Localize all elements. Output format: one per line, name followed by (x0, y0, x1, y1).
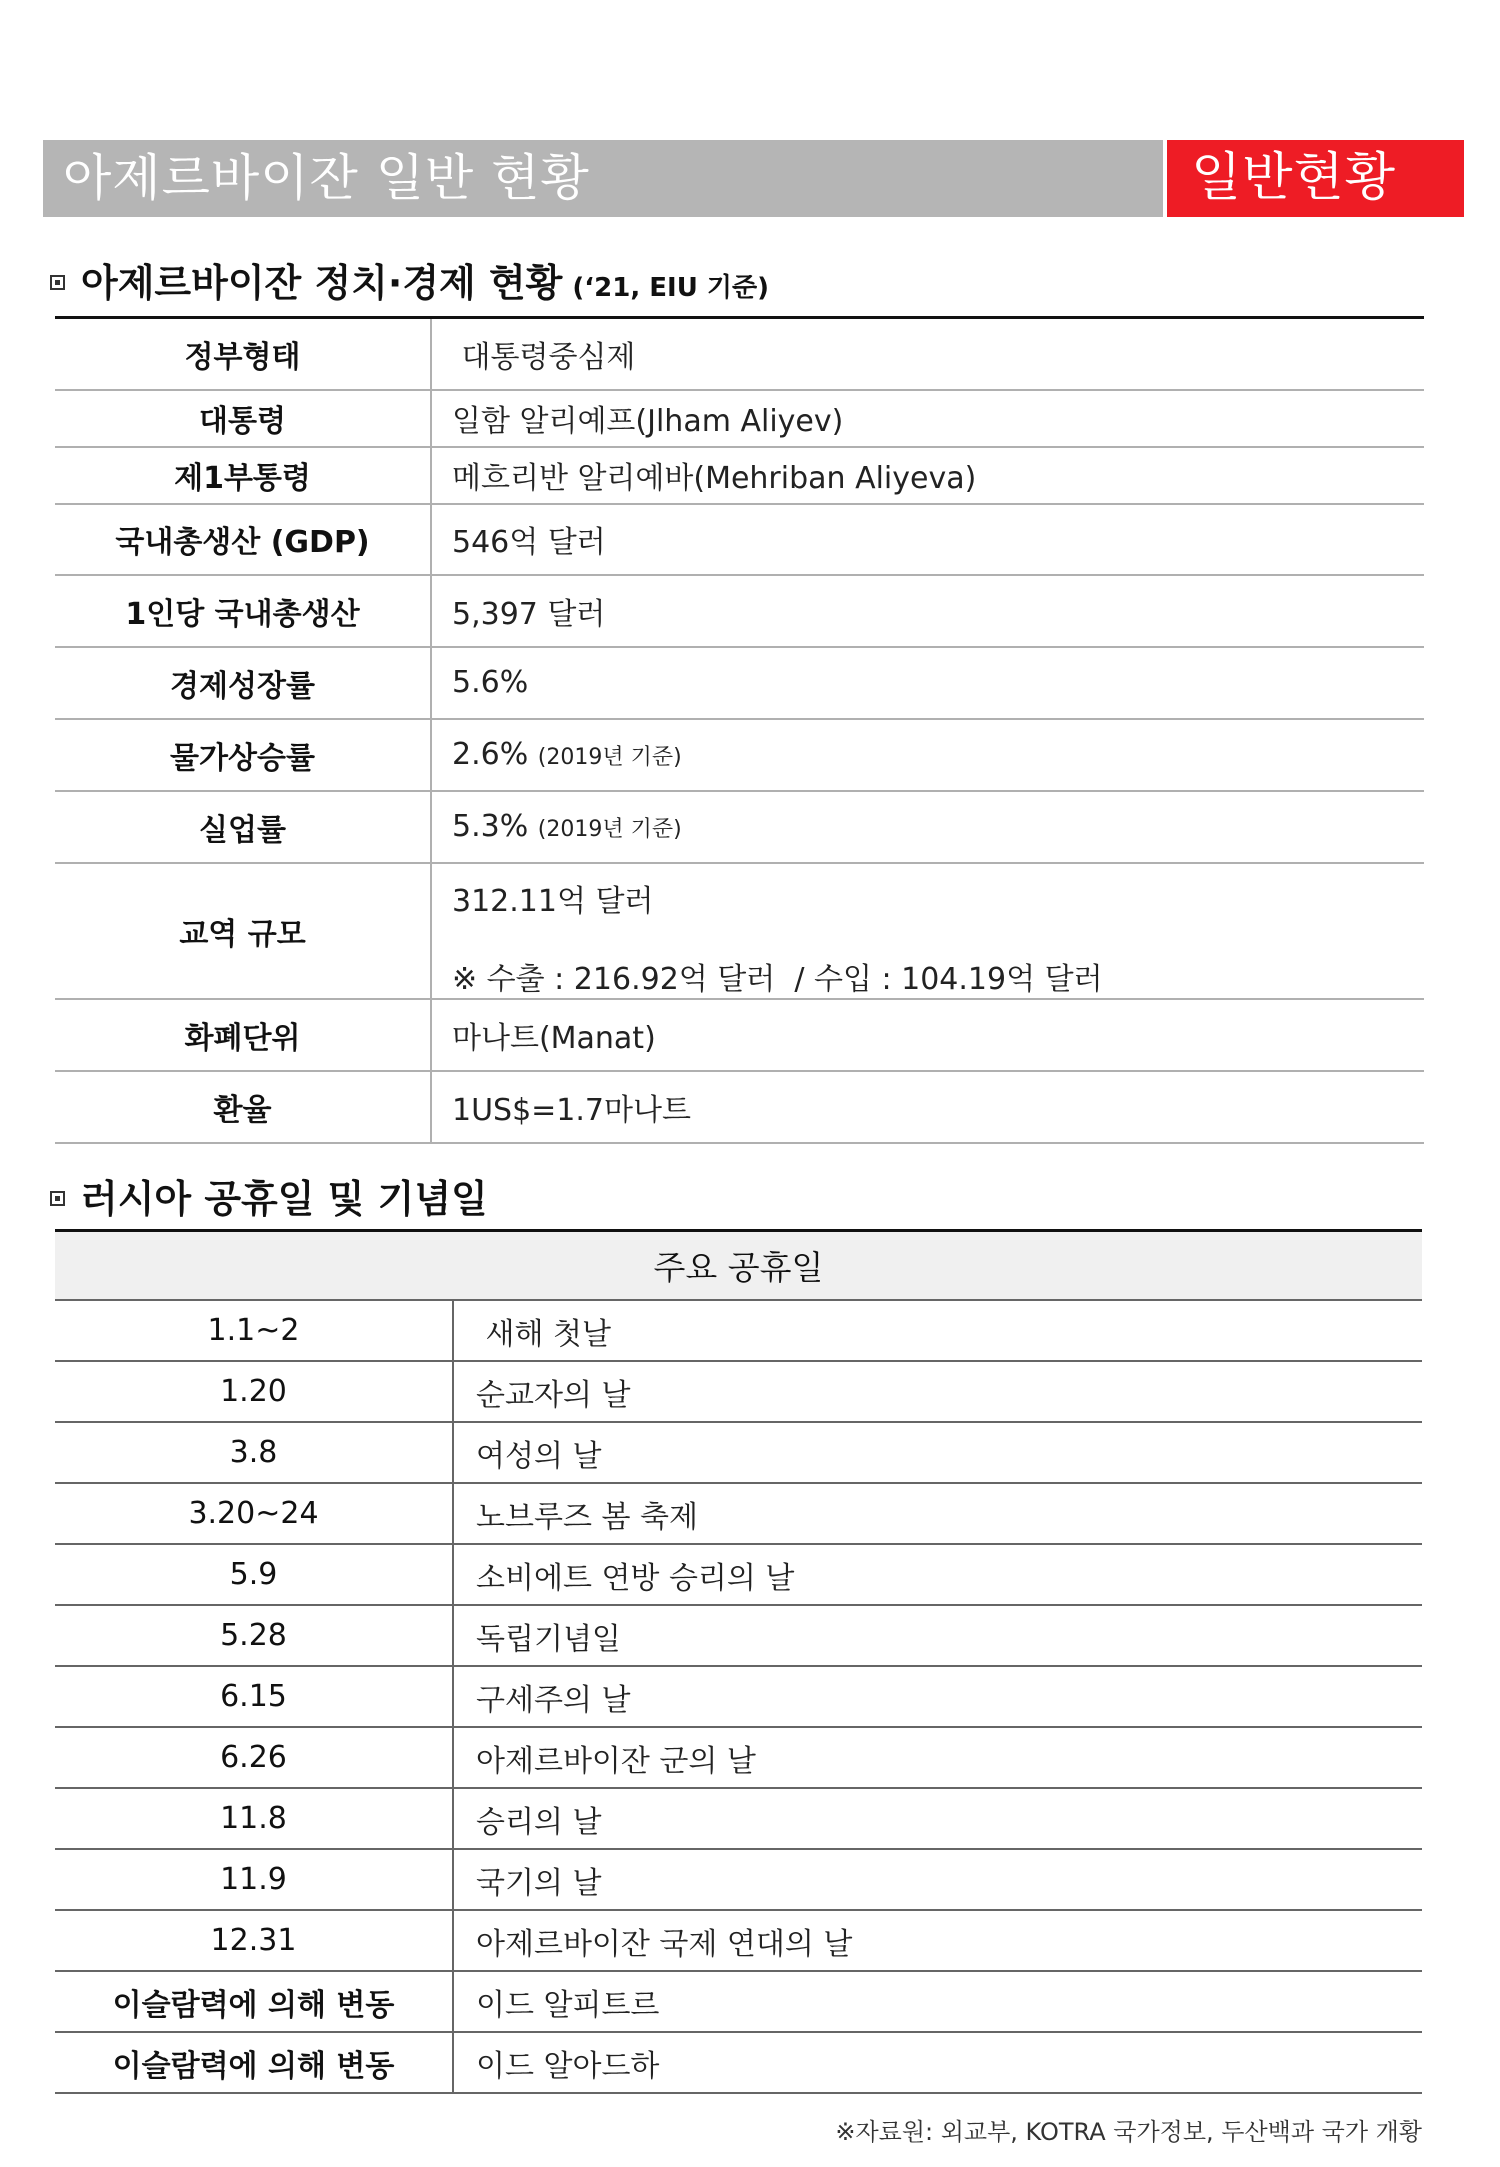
row-value (431, 863, 1424, 999)
row-value: 5.6% (431, 647, 1424, 719)
value-breakdown: ※ 수출 : 216.92억 달러 / 수입 : 104.19억 달러 (452, 961, 1103, 997)
holiday-date: 6.15 (55, 1666, 453, 1727)
table-row (55, 1605, 1422, 1666)
row-value: 마나트(Manat) (431, 999, 1424, 1071)
table-row (55, 719, 1424, 791)
row-label: 대통령 (55, 390, 431, 447)
row-label: 경제성장률 (55, 647, 431, 719)
table-row (55, 1727, 1422, 1788)
row-label: 실업률 (55, 791, 431, 863)
holiday-date: 11.8 (55, 1788, 453, 1849)
holiday-date: 12.31 (55, 1910, 453, 1971)
row-label: 교역 규모 (55, 863, 431, 999)
holiday-name: 여성의 날 (453, 1422, 1422, 1483)
holiday-name: 아제르바이잔 군의 날 (453, 1727, 1422, 1788)
holiday-date: 3.20~24 (55, 1483, 453, 1544)
value-note: (2019년 기준) (537, 817, 682, 842)
table-row (55, 999, 1424, 1071)
value-text: 2.6% (452, 737, 529, 772)
table-row (55, 1849, 1422, 1910)
table-row (55, 575, 1424, 647)
section-subtitle: (‘21, EIU 기준) (572, 273, 769, 303)
holiday-name: 이드 알피트르 (453, 1971, 1422, 2032)
table-row (55, 390, 1424, 447)
row-value: 대통령중심제 (431, 318, 1424, 390)
row-label: 정부형태 (55, 318, 431, 390)
row-value: 일함 알리예프(Jlham Aliyev) (431, 390, 1424, 447)
table-row (55, 791, 1424, 863)
holiday-name: 국기의 날 (453, 1849, 1422, 1910)
section-title-text: 러시아 공휴일 및 기념일 (81, 1177, 488, 1221)
section-title-politics-economy (50, 252, 769, 307)
table-header: 주요 공휴일 (55, 1231, 1422, 1301)
table-row (55, 1422, 1422, 1483)
table-row (55, 1971, 1422, 2032)
table-row (55, 1788, 1422, 1849)
row-value: 메흐리반 알리예바(Mehriban Aliyeva) (431, 447, 1424, 504)
table-row (55, 2032, 1422, 2093)
row-label: 국내총생산 (GDP) (55, 504, 431, 575)
table-row (55, 447, 1424, 504)
value-note: (2019년 기준) (537, 745, 682, 770)
holiday-date: 1.20 (55, 1361, 453, 1422)
holiday-name: 독립기념일 (453, 1605, 1422, 1666)
holiday-name: 순교자의 날 (453, 1361, 1422, 1422)
row-value: 5,397 달러 (431, 575, 1424, 647)
row-value (431, 791, 1424, 863)
table-row (55, 1483, 1422, 1544)
page-title: 아제르바이잔 일반 현황 (43, 140, 1163, 217)
holiday-name: 새해 첫날 (453, 1300, 1422, 1361)
holiday-name: 승리의 날 (453, 1788, 1422, 1849)
source-note: ※자료원: 외교부, KOTRA 국가정보, 두산백과 국가 개황 (835, 2118, 1422, 2146)
row-label: 화폐단위 (55, 999, 431, 1071)
holiday-name: 노브루즈 봄 축제 (453, 1483, 1422, 1544)
holiday-name: 아제르바이잔 국제 연대의 날 (453, 1910, 1422, 1971)
row-label: 1인당 국내총생산 (55, 575, 431, 647)
holiday-date: 6.26 (55, 1727, 453, 1788)
table-row (55, 318, 1424, 390)
value-text: 312.11억 달러 (452, 883, 654, 919)
row-value: 546억 달러 (431, 504, 1424, 575)
holiday-date: 이슬람력에 의해 변동 (55, 1971, 453, 2032)
holiday-name: 구세주의 날 (453, 1666, 1422, 1727)
table-row (55, 1071, 1424, 1143)
row-value (431, 719, 1424, 791)
table-row (55, 647, 1424, 719)
holiday-date: 1.1~2 (55, 1300, 453, 1361)
page-header (43, 140, 1464, 217)
value-text: 5.3% (452, 809, 529, 844)
table-row (55, 1361, 1422, 1422)
row-label: 제1부통령 (55, 447, 431, 504)
row-label: 환율 (55, 1071, 431, 1143)
table-row (55, 1666, 1422, 1727)
table-row (55, 1910, 1422, 1971)
row-value: 1US$=1.7마나트 (431, 1071, 1424, 1143)
row-label: 물가상승률 (55, 719, 431, 791)
table-row (55, 1300, 1422, 1361)
section-title-text: 아제르바이잔 정치·경제 현황 (81, 261, 563, 305)
square-bullet-icon (50, 1191, 65, 1206)
holidays-table (55, 1229, 1422, 2094)
holiday-name: 이드 알아드하 (453, 2032, 1422, 2093)
square-bullet-icon (50, 275, 65, 290)
holiday-date: 11.9 (55, 1849, 453, 1910)
holiday-date: 5.9 (55, 1544, 453, 1605)
table-row (55, 863, 1424, 999)
table-header-row (55, 1231, 1422, 1301)
holiday-name: 소비에트 연방 승리의 날 (453, 1544, 1422, 1605)
category-badge: 일반현황 (1167, 140, 1464, 217)
holiday-date: 5.28 (55, 1605, 453, 1666)
holiday-date: 3.8 (55, 1422, 453, 1483)
politics-economy-table (55, 316, 1424, 1144)
table-row (55, 1544, 1422, 1605)
table-row (55, 504, 1424, 575)
holiday-date: 이슬람력에 의해 변동 (55, 2032, 453, 2093)
section-title-holidays (50, 1168, 488, 1223)
